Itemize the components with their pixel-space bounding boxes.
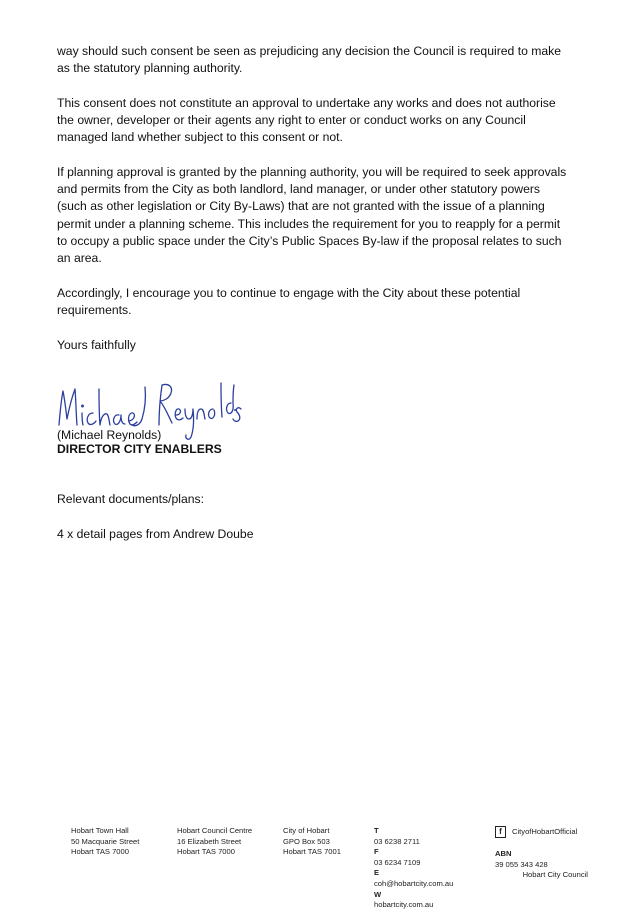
body-paragraph-1: way should such consent be seen as prejudicing any decision the Council is required to make as the statutory planning authority.: [57, 44, 562, 76]
footer-line: Hobart TAS 7001: [283, 847, 341, 857]
footer-social-abn: [495, 826, 595, 881]
signer-name: (Michael Reynolds): [57, 428, 162, 442]
footer-line: City of Hobart: [283, 826, 330, 835]
footer-line: 16 Elizabeth Street: [177, 836, 242, 846]
footer-postal-address: [283, 826, 341, 858]
footer-line: Hobart Council Centre: [177, 826, 253, 835]
footer-council-centre-address: [177, 826, 252, 858]
body-paragraph-3: If planning approval is granted by the planning authority, you will be required to seek approvals and permits from the City as both landlord, land manager, or under other statutory powers (such as other legislation or City By-Laws) that are not granted with the issue of a planning permit under a planning scheme. This includes the requirement for you to reapply for a permit to occupy a public space under the City’s Public Spaces By-law if the proposal relates to such an area.: [57, 165, 567, 266]
footer-town-hall-address: [71, 826, 139, 858]
footer-fax: F 03 6234 7109: [374, 847, 421, 867]
letterhead-footer: [0, 826, 622, 910]
footer-website[interactable]: W hobartcity.com.au: [374, 889, 434, 910]
signer-title: DIRECTOR CITY ENABLERS: [57, 442, 222, 456]
footer-line: Hobart TAS 7000: [177, 847, 235, 857]
footer-facebook[interactable]: [495, 826, 595, 838]
footer-abn: ABN 39 055 343 428: [495, 849, 548, 869]
relevant-documents-heading: Relevant documents/plans:: [57, 492, 205, 506]
footer-line: Hobart TAS 7000: [71, 847, 129, 857]
body-paragraph-2: This consent does not constitute an approval to undertake any works and does not authorise the owner, developer or their agents any right to enter or conduct works on any Council managed land whether subject to this consent or not.: [57, 96, 556, 145]
signature-dot: [232, 407, 238, 413]
footer-phone: T 03 6238 2711: [374, 826, 420, 846]
facebook-icon: f: [495, 826, 506, 838]
body-paragraph-4: Accordingly, I encourage you to continue to engage with the City about these potential requirements.: [57, 286, 521, 318]
footer-contacts: [374, 826, 453, 911]
footer-council-name: Hobart City Council: [522, 870, 588, 880]
closing-salutation: Yours faithfully: [57, 338, 136, 352]
facebook-handle: CityofHobartOfficial: [512, 826, 578, 836]
footer-line: 50 Macquarie Street: [71, 836, 140, 846]
footer-line: GPO Box 503: [283, 836, 330, 846]
relevant-documents-item: 4 x detail pages from Andrew Doube: [57, 527, 254, 541]
footer-email[interactable]: E coh@hobartcity.com.au: [374, 868, 454, 888]
footer-line: Hobart Town Hall: [71, 826, 129, 835]
